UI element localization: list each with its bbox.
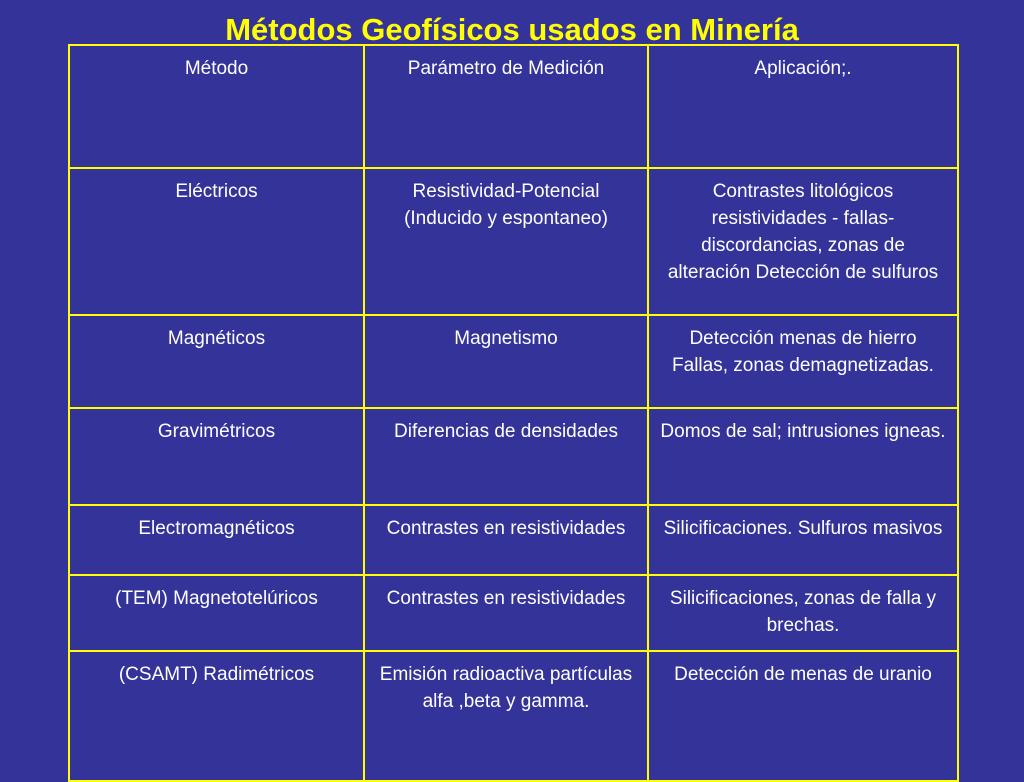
- table-row: [69, 168, 958, 315]
- table-row: [69, 651, 958, 781]
- cell-application: Contrastes litológicos resistividades - fallas- discordancias, zonas de alteración Detección de sulfuros: [648, 168, 958, 315]
- cell-method: (CSAMT) Radimétricos: [69, 651, 364, 781]
- header-cell-method: Método: [69, 45, 364, 168]
- cell-application: Domos de sal; intrusiones igneas.: [648, 408, 958, 505]
- table-row: [69, 575, 958, 651]
- cell-method: Gravimétricos: [69, 408, 364, 505]
- header-cell-application: Aplicación;.: [648, 45, 958, 168]
- cell-method: Eléctricos: [69, 168, 364, 315]
- cell-application: Silicificaciones. Sulfuros masivos: [648, 505, 958, 575]
- cell-parameter: Resistividad-Potencial (Inducido y espontaneo): [364, 168, 648, 315]
- header-cell-parameter: Parámetro de Medición: [364, 45, 648, 168]
- slide-title: Métodos Geofísicos usados en Minería: [225, 12, 799, 47]
- cell-method: Electromagnéticos: [69, 505, 364, 575]
- cell-parameter: Contrastes en resistividades: [364, 505, 648, 575]
- cell-application: Silicificaciones, zonas de falla y brechas.: [648, 575, 958, 651]
- cell-application: Detección de menas de uranio: [648, 651, 958, 781]
- cell-method: (TEM) Magnetotelúricos: [69, 575, 364, 651]
- cell-parameter: Diferencias de densidades: [364, 408, 648, 505]
- table-header-row: [69, 45, 958, 168]
- cell-parameter: Contrastes en resistividades: [364, 575, 648, 651]
- cell-method: Magnéticos: [69, 315, 364, 408]
- table-row: [69, 315, 958, 408]
- cell-parameter: Magnetismo: [364, 315, 648, 408]
- table-row: [69, 408, 958, 505]
- methods-table: [68, 44, 959, 782]
- cell-parameter: Emisión radioactiva partículas alfa ,beta y gamma.: [364, 651, 648, 781]
- cell-application: Detección menas de hierro Fallas, zonas demagnetizadas.: [648, 315, 958, 408]
- table-row: [69, 505, 958, 575]
